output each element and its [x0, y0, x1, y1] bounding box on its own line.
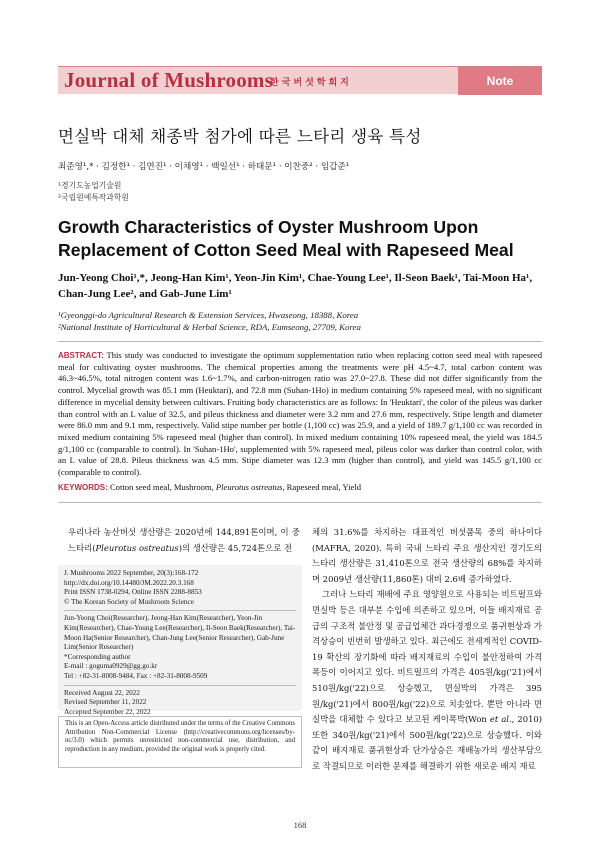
abstract-bottom-rule: [58, 502, 542, 503]
keywords-label: KEYWORDS:: [58, 483, 108, 492]
accepted-date: Accepted September 22, 2022: [64, 707, 151, 716]
body-right-p2-etal: et al: [489, 714, 509, 725]
abstract-text: This study was conducted to investigate the optimum supplementation ratio when replacing cotton seed meal with rapeseed meal for cultivating oyster mushrooms. The chemical properties among the treatments were pH 4.5~4.7, total carbon content was 46.3~46.5%, total nitrogen content was 1.6~1.7%, and carbon-nitrogen ratio was 27.0~27.8. These did not differ significantly from the control. Mycelial growth was 85.1 mm (Heuktari), and 72.8 mm (Suhan-1Ho) in medium containing 5% rapeseed meal, with no significant difference in mycelial density between cultivars. Fruiting body characteristics are as follows: In 'Heuktari', the color of the pileus was darker than control with an L value of 32.5, and pileus thickness and diameter were 3.2 mm and 27.6 mm, respectively. Stipe length and diameter were 86.0 mm and 9.1 mm, respectively. Valid stipe number per bottle (1,100 cc) was 25.9, and a yield of 189.7 g/1,100 cc was recorded in mixed medium containing 5% rapeseed meal (higher than control). In mixed medium containing 10% rapeseed meal, the yield was 184.5 g/1,100 cc (comparable to control). In 'Suhan-1Ho', supplemented with 5% rapeseed meal, pileus color was darker than control color, with an L value of 28.8. Pileus thickness was 4.5 mm. Stipe diameter was 12.3 mm (higher than control), and yield was 145.5 g/1,100 cc (comparable to control).: [58, 350, 543, 478]
body-right-column: [312, 525, 542, 775]
abstract-top-rule: [58, 341, 542, 342]
keywords-species: Pleurotus ostreatus: [215, 482, 283, 492]
title-korean: 면실박 대체 채종박 첨가에 따른 느타리 생육 특성: [58, 127, 422, 146]
page-number: 168: [293, 820, 307, 830]
journal-korean-name: 한국버섯학회지: [270, 78, 352, 88]
affiliation-english-2: ²National Institute of Horticultural & Herbal Science, RDA, Eumseong, 27709, Korea: [58, 322, 361, 332]
body-left-intro-b: )의 생산량은 45,724톤으로 전: [178, 542, 293, 553]
article-type-tab: Note: [458, 67, 542, 95]
affiliation-korean-1: ¹경기도농업기술원: [58, 181, 122, 190]
affiliation-korean-2: ²국립원예특작과학원: [58, 193, 129, 202]
doi-link[interactable]: http://dx.doi.org/10.14480/JM.2022.20.3.168: [64, 578, 194, 587]
info-separator-2: [64, 685, 296, 686]
keywords-text: Cotton seed meal, Mushroom,: [109, 482, 216, 492]
copyright: © The Korean Society of Mushroom Science: [64, 597, 194, 606]
body-right-p2-a: 그러나 느타리 재배에 주요 영양원으로 사용되는 비트펄프와 면실박 등은 대부분 수입에 의존하고 있으며, 이들 배지재료 공급의 구조적 불안정 및 공급업체간 과다경쟁으로 품귀현상과 가격상승이 빈번히 발생하고 있다. 최근에도 전세계적인 COVID-19 확산의 장기화에 따라 배지재료의 수입이 불안정하여 가격폭등이 이어지고 있다. 비트펄프의 가격은 405원/kg('21)에서 510원/kg('22)으로 상승했고, 면실박의 가격은 395원/kg('21)에서 800원/kg('22)으로 치솟았다. 뿐만 아니라 면실박을 대체할 수 있다고 보고된 케이폭박(Won: [312, 589, 542, 725]
title-english: Growth Characteristics of Oyster Mushroom Upon Replacement of Cotton Seed Meal with Rapeseed Meal: [58, 217, 514, 260]
contact-email[interactable]: E-mail : goguma0929@gg.go.kr: [64, 662, 158, 671]
citation: J. Mushrooms 2022 September, 20(3):168-172: [64, 569, 199, 577]
body-right-paragraph-2: [312, 587, 542, 774]
affiliation-english-1: ¹Gyeonggi-do Agricultural Research & Extension Services, Hwaseong, 18388, Korea: [58, 310, 359, 320]
body-left-intro: [68, 525, 300, 556]
contact-phone: Tel : +82-31-8008-9484, Fax : +82-31-8008-9509: [64, 671, 208, 680]
body-right-paragraph-1: 체의 31.6%를 차지하는 대표적인 버섯품목 중의 하나이다(MAFRA, 2020). 특히 국내 느타리 주요 생산지인 경기도의 느타리 생산량은 31,410톤으로 전국 생산량의 68%를 차지하며 2009년 생산량(11,860톤) 대비 2.6배 증가하였다.: [312, 527, 542, 584]
authors-korean: 최준영¹,* · 김정한¹ · 김연진¹ · 이채영¹ · 백일선¹ · 하태문¹ · 이찬중² · 임갑준¹: [58, 162, 350, 172]
revised-date: Revised September 11, 2022: [64, 698, 147, 707]
issn: Print ISSN 1738-0294, Online ISSN 2288-8853: [64, 588, 202, 597]
abstract: [58, 350, 542, 479]
open-access-notice: This is an Open-Access article distributed under the terms of the Creative Commons Attribution Non-Commercial License (http://creativecommons.org/licenses/by-nc/3.0) which permits unrestricted non-commercial use, distribution, and reproduction in any medium, provided the original work is properly cited.: [58, 716, 302, 768]
info-separator: [64, 610, 296, 611]
keywords-text-end: , Rapeseed meal, Yield: [282, 482, 362, 492]
keywords: [58, 482, 542, 492]
body-right-p2-b: ., 2010) 또한 340원/kg('21)에서 500원/kg('22)으로 상승했다. 이와 같이 배지재료 품귀현상과 단가상승은 재배농가의 생산부담으로 작결되므로 이러한 문제를 해결하기 위한 새로운 배지 재료: [312, 714, 543, 771]
author-roles: Jun-Yeong Choi(Researcher), Jeong-Han Kim(Researcher), Yeon-Jin Kim(Researcher), Chae-Young Lee(Researcher), Il-Seon Baek(Researcher), Tai-Moon Ha(Senior Researcher), Chan-Jung Lee(Senior Researcher), Gab-June Lim(Senior Researcher): [64, 614, 296, 652]
received-date: Received August 22, 2022: [64, 688, 140, 697]
authors-english: Jun-Yeong Choi¹,*, Jeong-Han Kim¹, Yeon-Jin Kim¹, Chae-Young Lee¹, Il-Seon Baek¹, Tai-Moon Ha¹, Chan-Jung Lee², and Gab-June Lim¹: [58, 272, 533, 300]
body-left-intro-a: 우리나라 농산버섯 생산량은 2020년에 144,891톤이며, 이 중 느타리(: [68, 527, 300, 553]
article-info-box: [58, 565, 302, 716]
journal-header-bar: [58, 66, 542, 94]
journal-name: Journal of Mushrooms: [64, 68, 273, 92]
corresponding-author: *Corresponding author: [64, 652, 131, 661]
body-left-intro-species: Pleurotus ostreatus: [95, 542, 179, 553]
abstract-label: ABSTRACT:: [58, 351, 104, 360]
